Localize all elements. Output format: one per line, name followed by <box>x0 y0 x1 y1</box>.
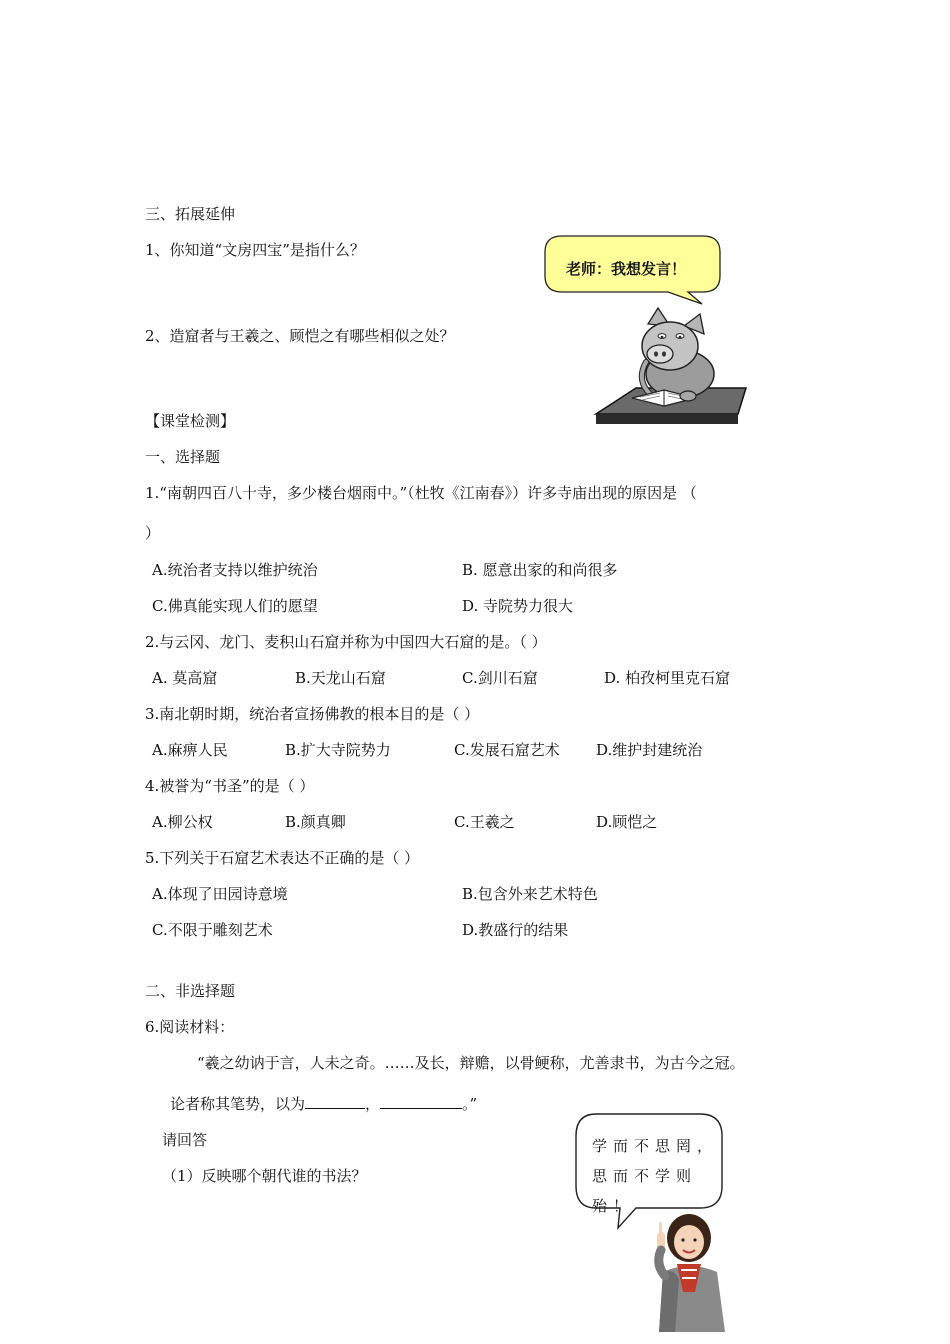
material-text-line-2 <box>170 1093 477 1114</box>
answer-prompt: 请回答 <box>162 1131 208 1149</box>
mc-question-5-option-a: A.体现了田园诗意境 <box>152 885 288 903</box>
mc-question-4-option-d: D.顾恺之 <box>596 813 658 831</box>
mc-question-3-option-d: D.维护封建统治 <box>596 741 703 759</box>
material-text-line-1: “羲之幼讷于言，人未之奇。……及长，辩赡，以骨鲠称，尤善隶书，为古今之冠。 <box>197 1054 745 1072</box>
pig-reading-illustration <box>588 302 748 434</box>
classroom-test-heading: 【课堂检测】 <box>145 412 236 430</box>
mc-question-2-option-c: C.剑川石窟 <box>462 669 538 687</box>
mc-question-4-option-c: C.王羲之 <box>454 813 515 831</box>
girl-pointing-illustration <box>645 1210 735 1332</box>
mc-question-5-option-d: D.教盛行的结果 <box>462 921 569 939</box>
question-6-stem: 6.阅读材料： <box>145 1018 235 1036</box>
mc-question-1-option-b: B. 愿意出家的和尚很多 <box>462 561 618 579</box>
mc-question-1-option-d: D. 寺院势力很大 <box>462 597 574 615</box>
mc-question-2-stem: 2.与云冈、龙门、麦积山石窟并称为中国四大石窟的是。（ ） <box>145 633 547 651</box>
quote-bubble-text: 学而不思罔，思而不学则殆！ <box>592 1137 719 1215</box>
material-text-segment: 论者称其笔势，以为 <box>170 1095 306 1113</box>
section-heading: 三、拓展延伸 <box>145 205 236 223</box>
mc-question-1-stem: 1.“南朝四百八十寺，多少楼台烟雨中。”（杜牧《江南春》）许多寺庙出现的原因是 （ <box>145 484 697 502</box>
mc-question-4-option-a: A.柳公权 <box>152 813 213 831</box>
mc-question-2-option-b: B.天龙山石窟 <box>295 669 386 687</box>
part2-heading: 二、非选择题 <box>145 982 236 1000</box>
mc-question-4-option-b: B.颜真卿 <box>285 813 346 831</box>
part1-heading: 一、选择题 <box>145 448 221 466</box>
question-2: 2、造窟者与王羲之、顾恺之有哪些相似之处？ <box>145 327 455 345</box>
mc-question-3-stem: 3.南北朝时期，统治者宣扬佛教的根本目的是（ ） <box>145 705 480 723</box>
mc-question-4-stem: 4.被誉为“书圣”的是（ ） <box>145 777 315 795</box>
mc-question-2-option-d: D. 柏孜柯里克石窟 <box>604 669 731 687</box>
answer-blank-2[interactable] <box>380 1094 462 1109</box>
material-text-comma: ， <box>365 1095 381 1113</box>
mc-question-3-option-a: A.麻痹人民 <box>152 741 228 759</box>
mc-question-5-option-c: C.不限于雕刻艺术 <box>152 921 273 939</box>
question-1: 1、你知道“文房四宝”是指什么？ <box>145 241 365 259</box>
mc-question-5-stem: 5.下列关于石窟艺术表达不正确的是（ ） <box>145 849 420 867</box>
mc-question-5-option-b: B.包含外来艺术特色 <box>462 885 598 903</box>
material-text-end: 。” <box>462 1095 478 1113</box>
mc-question-3-option-b: B.扩大寺院势力 <box>285 741 391 759</box>
answer-blank-1[interactable] <box>305 1094 365 1109</box>
mc-question-1-option-c: C.佛真能实现人们的愿望 <box>152 597 318 615</box>
mc-question-1-stem-cont: ） <box>145 524 161 542</box>
speech-bubble-text: 老师：我想发言！ <box>566 260 687 278</box>
mc-question-3-option-c: C.发展石窟艺术 <box>454 741 560 759</box>
mc-question-1-option-a: A.统治者支持以维护统治 <box>152 561 318 579</box>
mc-question-2-option-a: A. 莫高窟 <box>152 669 218 687</box>
sub-question-1: （1）反映哪个朝代谁的书法？ <box>162 1167 367 1185</box>
